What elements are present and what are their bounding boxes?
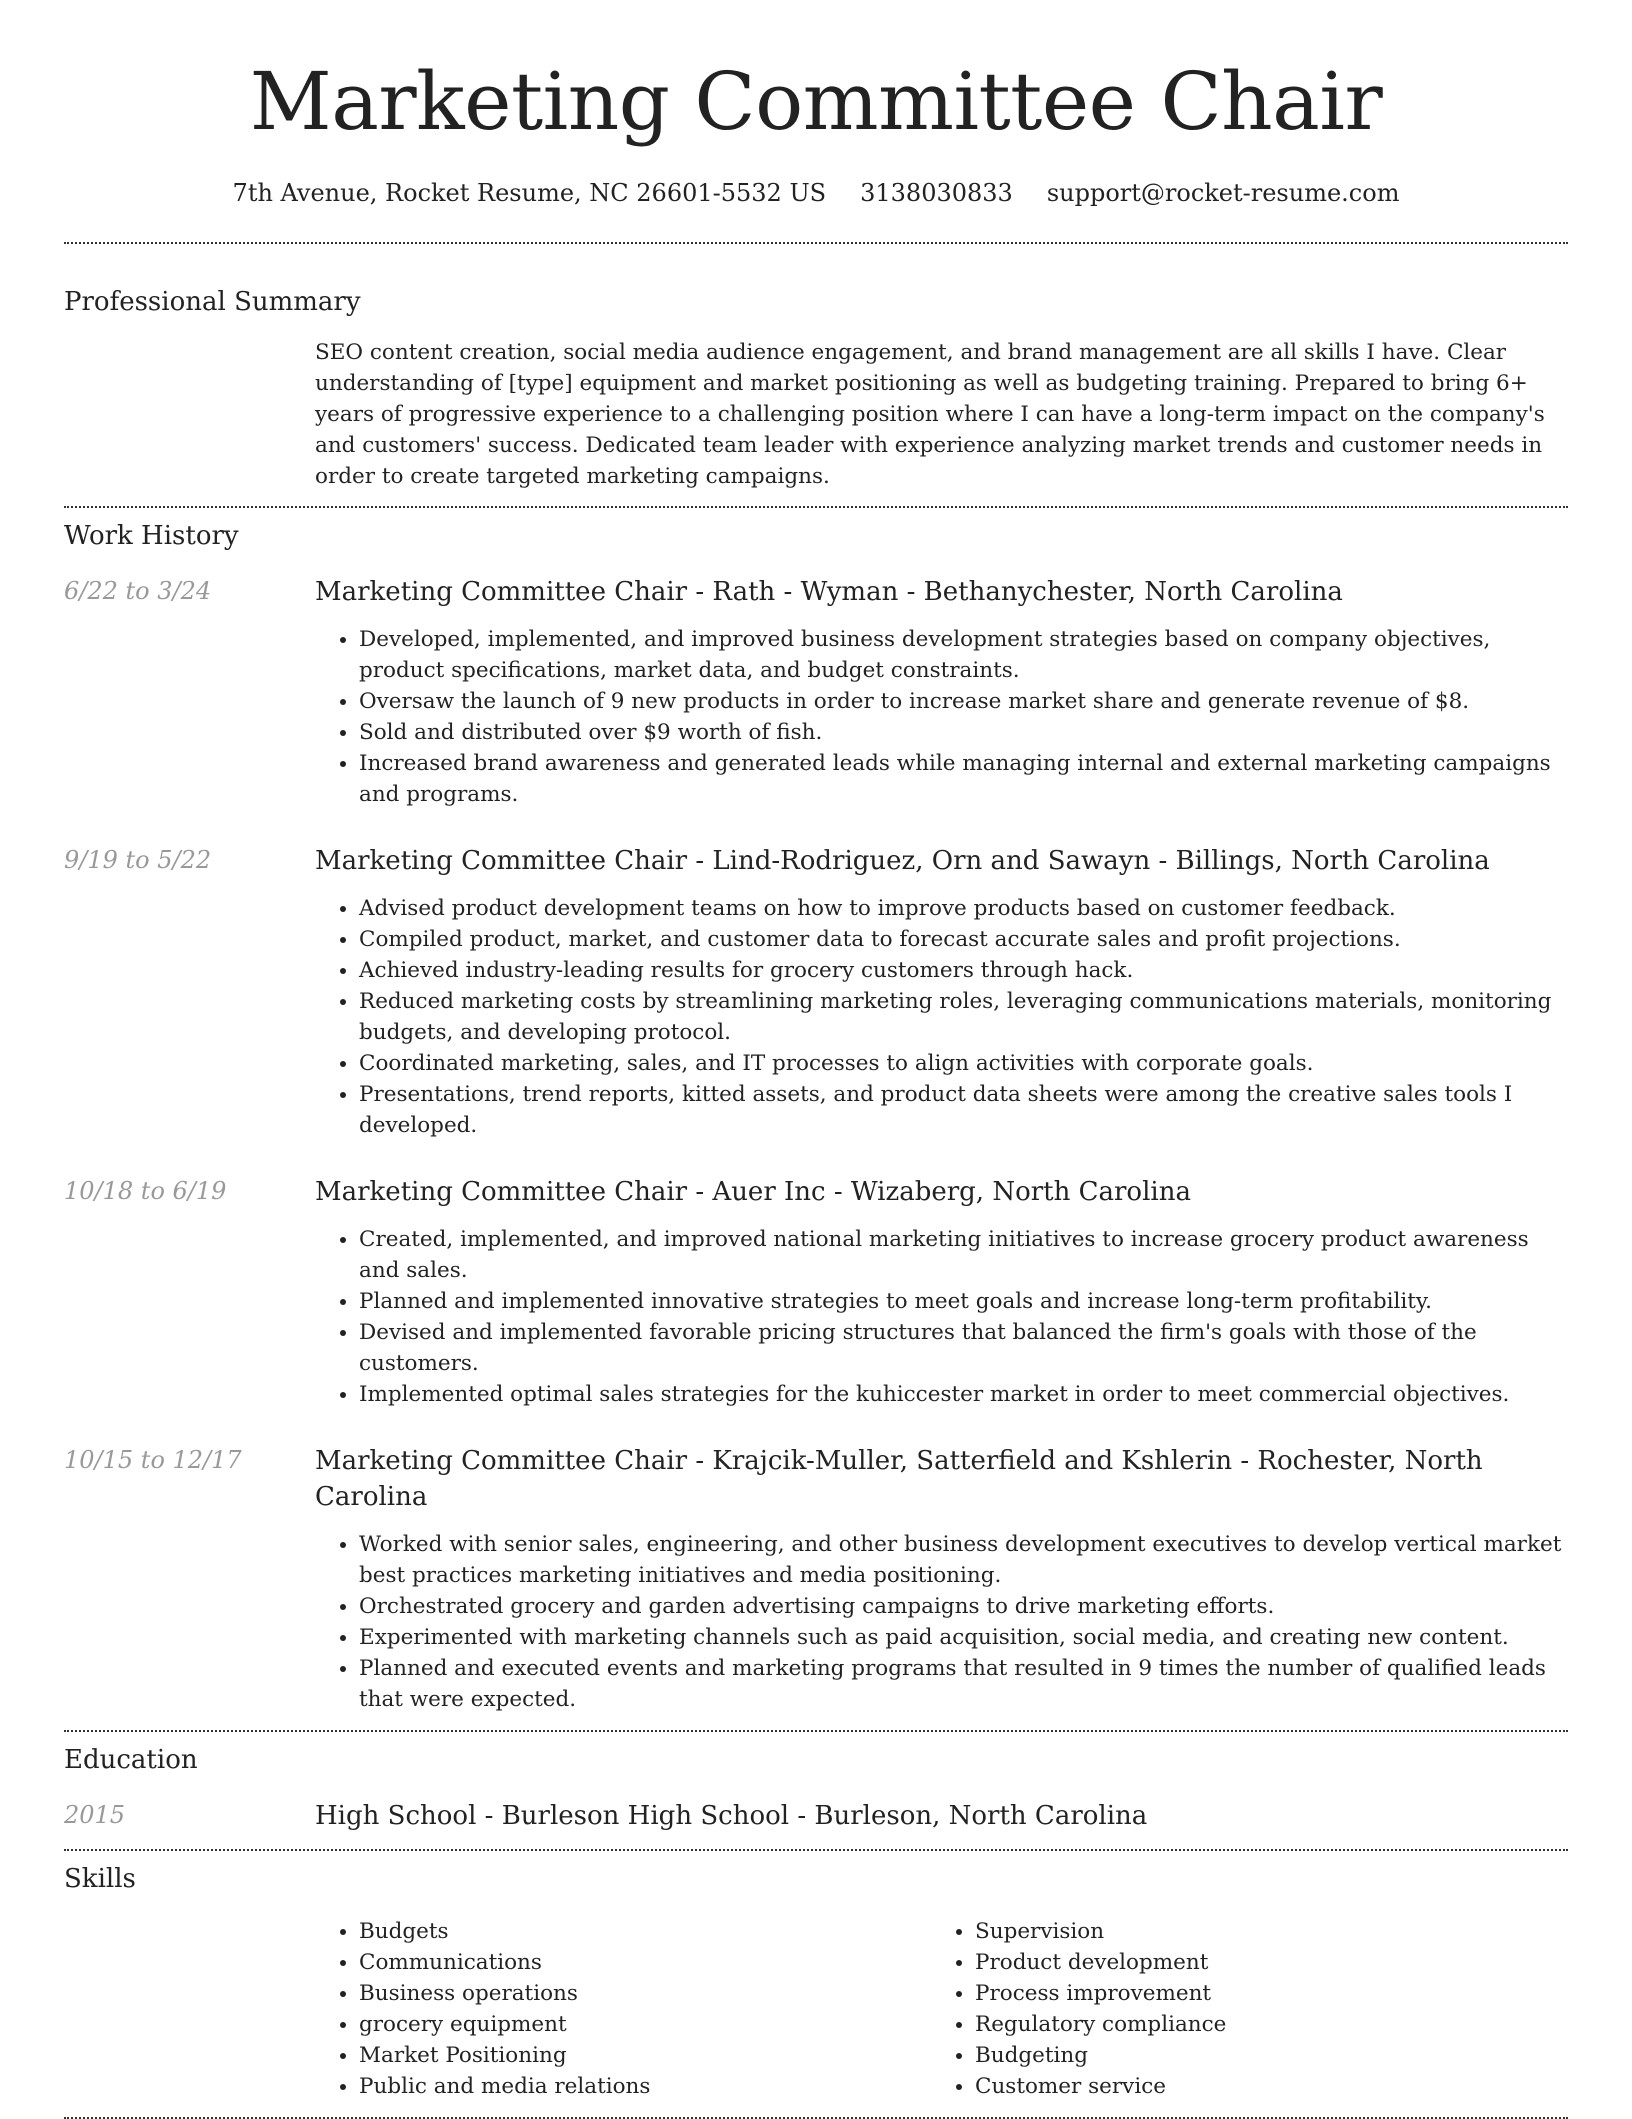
job-title: Marketing Committee Chair - Auer Inc - Wizaberg, North Carolina (315, 1177, 1191, 1207)
list-item: • Oversaw the launch of 9 new products in order to increase market share and generate revenue of $8. (359, 686, 1568, 717)
list-item: • Coordinated marketing, sales, and IT processes to align activities with corporate goals. (359, 1048, 1568, 1079)
section-title-work: Work History (64, 521, 239, 551)
education-entry (64, 1798, 1568, 1834)
job-dates: 6/22 to 3/24 (64, 577, 212, 605)
list-item: • Supervision (975, 1916, 1547, 1947)
job-entry (64, 843, 1568, 1141)
list-item: • Product development (975, 1947, 1547, 1978)
job-dates: 10/15 to 12/17 (64, 1446, 242, 1474)
list-item: • grocery equipment (359, 2009, 931, 2040)
list-item: • Presentations, trend reports, kitted assets, and product data sheets were among the creative sales tools I developed. (359, 1079, 1568, 1141)
list-item: • Budgeting (975, 2040, 1547, 2071)
job-bullets (315, 624, 1568, 810)
job-entry (64, 574, 1568, 810)
list-item: • Budgets (359, 1916, 931, 1947)
list-item: • Experimented with marketing channels such as paid acquisition, social media, and creating new content. (359, 1622, 1568, 1653)
section-title-summary: Professional Summary (64, 287, 361, 317)
education-title: High School - Burleson High School - Burleson, North Carolina (315, 1801, 1148, 1831)
list-item: • Planned and implemented innovative strategies to meet goals and increase long-term profitability. (359, 1286, 1568, 1317)
job-bullets (315, 1529, 1568, 1715)
list-item: • Sold and distributed over $9 worth of fish. (359, 717, 1568, 748)
contact-line (64, 176, 1568, 210)
list-item: • Public and media relations (359, 2071, 931, 2102)
list-item: • Regulatory compliance (975, 2009, 1547, 2040)
job-title: Marketing Committee Chair - Lind-Rodriguez, Orn and Sawayn - Billings, North Carolina (315, 846, 1490, 876)
section-title-education: Education (64, 1745, 198, 1775)
summary-text: SEO content creation, social media audience engagement, and brand management are all skills I have. Clear understanding of [type] equipment and market positioning as well as budgeting training. Prepared to bring 6+ years of progressive experience to a challenging position where I can have a long-term impact on the company's and customers' success. Dedicated team leader with experience analyzing market trends and customer needs in order to create targeted marketing campaigns. (315, 340, 1545, 489)
list-item: • Achieved industry-leading results for grocery customers through hack. (359, 955, 1568, 986)
job-dates: 10/18 to 6/19 (64, 1177, 227, 1205)
list-item: • Reduced marketing costs by streamlining marketing roles, leveraging communications materials, monitoring budgets, and developing protocol. (359, 986, 1568, 1048)
job-entry (64, 1174, 1568, 1410)
section-title-skills: Skills (64, 1864, 136, 1894)
education-year: 2015 (64, 1801, 126, 1829)
job-title: Marketing Committee Chair - Rath - Wyman - Bethanychester, North Carolina (315, 577, 1343, 607)
list-item: • Devised and implemented favorable pricing structures that balanced the firm's goals with those of the customers. (359, 1317, 1568, 1379)
list-item: • Developed, implemented, and improved business development strategies based on company objectives, product specifications, market data, and budget constraints. (359, 624, 1568, 686)
phone: 3138030833 (860, 179, 1013, 207)
list-item: • Communications (359, 1947, 931, 1978)
list-item: • Advised product development teams on how to improve products based on customer feedback. (359, 893, 1568, 924)
divider (64, 1730, 1568, 1732)
divider (64, 1849, 1568, 1851)
summary-row (64, 337, 1568, 492)
page-title: Marketing Committee Chair (249, 55, 1383, 148)
list-item: • Implemented optimal sales strategies for the kuhiccester market in order to meet commercial objectives. (359, 1379, 1568, 1410)
list-item: • Market Positioning (359, 2040, 931, 2071)
divider (64, 506, 1568, 508)
list-item: • Planned and executed events and marketing programs that resulted in 9 times the number of qualified leads that were expected. (359, 1653, 1568, 1715)
job-bullets (315, 1224, 1568, 1410)
list-item: • Process improvement (975, 1978, 1547, 2009)
skills-list-right (931, 1916, 1547, 2102)
job-entry (64, 1443, 1568, 1715)
list-item: • Business operations (359, 1978, 931, 2009)
divider (64, 242, 1568, 244)
job-dates: 9/19 to 5/22 (64, 846, 212, 874)
list-item: • Worked with senior sales, engineering, and other business development executives to develop vertical market best practices marketing initiatives and media positioning. (359, 1529, 1568, 1591)
skills-row (64, 1916, 1568, 2102)
list-item: • Created, implemented, and improved national marketing initiatives to increase grocery product awareness and sales. (359, 1224, 1568, 1286)
list-item: • Compiled product, market, and customer data to forecast accurate sales and profit projections. (359, 924, 1568, 955)
job-title: Marketing Committee Chair - Krajcik-Muller, Satterfield and Kshlerin - Rochester, North Carolina (315, 1446, 1483, 1512)
list-item: • Customer service (975, 2071, 1547, 2102)
skills-list-left (315, 1916, 931, 2102)
email: support@rocket-resume.com (1046, 179, 1400, 207)
job-bullets (315, 893, 1568, 1141)
list-item: • Orchestrated grocery and garden advertising campaigns to drive marketing efforts. (359, 1591, 1568, 1622)
list-item: • Increased brand awareness and generated leads while managing internal and external marketing campaigns and programs. (359, 748, 1568, 810)
address: 7th Avenue, Rocket Resume, NC 26601-5532 US (232, 179, 827, 207)
